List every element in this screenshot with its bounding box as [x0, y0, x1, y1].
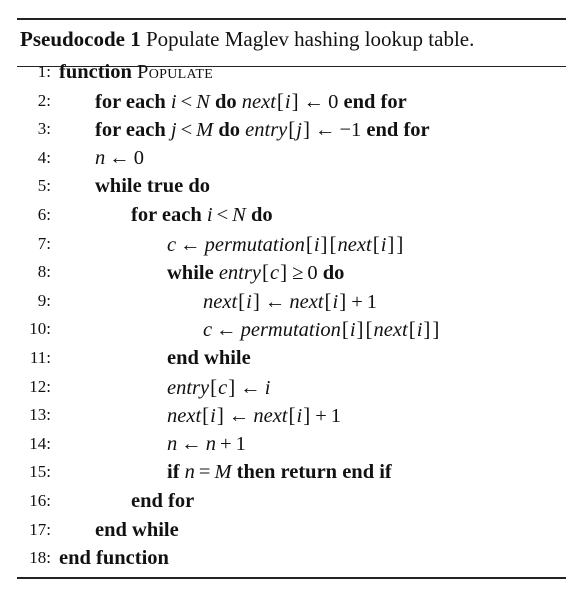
code-token: ←	[303, 90, 325, 113]
line-number: 18:	[29, 548, 51, 568]
code-token: entry	[167, 376, 210, 399]
code-token: for each	[131, 204, 202, 226]
code-token: ←	[228, 405, 250, 428]
code-token: [	[202, 403, 210, 428]
code-text	[95, 144, 144, 172]
code-token: 0	[307, 262, 318, 285]
code-text	[95, 172, 210, 200]
code-text	[167, 458, 392, 486]
code-token: ←	[264, 290, 286, 313]
code-token: M	[196, 119, 214, 142]
code-token: ]	[432, 317, 440, 342]
line-number: 16:	[29, 491, 51, 510]
code-token: n	[184, 461, 195, 484]
caption-label: Pseudocode 1	[20, 27, 141, 51]
code-token: [	[329, 231, 337, 256]
code-token: next	[253, 405, 288, 428]
line-number: 4:	[37, 147, 51, 167]
code-token: +	[220, 432, 232, 455]
code-token: permutation	[204, 233, 305, 256]
code-token: i	[349, 319, 356, 342]
code-token: ]	[396, 231, 404, 256]
code-token: n	[95, 146, 106, 169]
code-token: ←	[180, 233, 201, 256]
caption-text: Populate Maglev hashing lookup table.	[146, 27, 475, 51]
code-line	[17, 201, 566, 229]
code-token: i	[380, 233, 387, 256]
code-token: N	[196, 90, 210, 113]
code-token: next	[373, 319, 408, 342]
code-token: ]	[320, 231, 328, 256]
code-token: 0	[133, 146, 144, 169]
code-token: [	[238, 288, 246, 313]
bottom-rule	[17, 577, 566, 579]
code-token: <	[180, 90, 193, 113]
code-token: n	[167, 432, 178, 455]
code-token: n	[205, 432, 216, 455]
line-number: 12:	[29, 376, 51, 396]
code-token: for each	[95, 90, 166, 113]
code-token: i	[206, 204, 213, 226]
code-token: ]	[228, 374, 236, 399]
code-token: [	[324, 288, 332, 313]
code-text	[59, 58, 213, 86]
code-token: ←	[314, 119, 336, 142]
code-token: ]	[339, 288, 347, 313]
code-token: end for	[131, 490, 195, 512]
line-number: 17:	[29, 519, 51, 539]
code-token: ]	[252, 288, 260, 313]
code-line	[17, 172, 566, 200]
code-token: ]	[291, 88, 299, 113]
code-text	[167, 430, 246, 458]
line-number: 8:	[37, 262, 51, 282]
code-token: ]	[356, 317, 364, 342]
code-token: ]	[303, 403, 311, 428]
code-text	[203, 287, 377, 316]
code-line	[17, 401, 566, 429]
code-token: [	[341, 317, 349, 342]
code-token: i	[416, 319, 423, 342]
code-token: end function	[59, 547, 169, 570]
code-line	[17, 258, 566, 286]
code-token: i	[264, 376, 271, 399]
code-text	[131, 201, 273, 229]
code-token: c	[269, 262, 280, 285]
code-token: [	[288, 403, 296, 428]
code-line	[17, 458, 566, 486]
code-token: permutation	[240, 319, 341, 342]
line-number: 2:	[37, 90, 51, 110]
code-line	[17, 344, 566, 372]
code-token: function	[59, 61, 132, 83]
code-token: do	[218, 119, 241, 142]
code-token: ]	[423, 317, 431, 342]
code-token: Populate	[137, 61, 214, 83]
code-line	[17, 315, 566, 343]
code-token: entry	[245, 119, 288, 142]
code-line	[17, 487, 566, 515]
code-token: c	[167, 233, 177, 256]
code-line	[17, 373, 566, 401]
code-token: ]	[216, 403, 224, 428]
code-token: [	[372, 231, 380, 256]
code-text	[167, 258, 344, 287]
code-token: end while	[167, 347, 251, 369]
code-token: next	[337, 233, 372, 256]
line-number: 9:	[37, 290, 51, 310]
code-text	[59, 544, 169, 572]
code-token: M	[214, 461, 232, 484]
code-token: ≥	[292, 262, 304, 285]
code-token: +	[315, 405, 327, 428]
code-token: ]	[302, 117, 310, 142]
line-number: 3:	[37, 119, 51, 139]
code-line	[17, 115, 566, 143]
code-token: i	[313, 233, 320, 256]
code-token: [	[365, 317, 373, 342]
code-line	[17, 544, 566, 572]
top-rule	[17, 18, 566, 20]
code-text	[167, 373, 270, 402]
code-token: [	[276, 88, 284, 113]
code-token: <	[216, 204, 229, 226]
code-token: entry	[218, 262, 261, 285]
code-token: ←	[181, 432, 202, 455]
code-token: i	[332, 290, 339, 313]
code-token: [	[305, 231, 313, 256]
line-number: 14:	[29, 433, 51, 453]
code-line	[17, 144, 566, 172]
code-token: next	[241, 90, 276, 113]
code-token: [	[210, 374, 218, 399]
line-number: 6:	[37, 205, 51, 224]
code-token: while	[167, 262, 214, 285]
line-number: 1:	[37, 62, 51, 81]
code-token: ←	[109, 146, 130, 169]
code-text	[167, 401, 341, 430]
code-token: [	[408, 317, 416, 342]
code-token: next	[289, 290, 324, 313]
code-token: i	[284, 90, 291, 113]
code-token: end while	[95, 518, 179, 541]
code-token: ]	[280, 260, 288, 285]
code-token: ]	[387, 231, 395, 256]
line-number: 13:	[29, 405, 51, 425]
code-token: c	[203, 319, 213, 342]
code-token: j	[170, 119, 177, 142]
code-token: 1	[330, 405, 342, 428]
code-text	[95, 87, 407, 116]
code-token: i	[210, 405, 216, 428]
code-token: j	[296, 119, 302, 142]
line-number: 7:	[37, 233, 51, 253]
code-token: <	[180, 119, 193, 142]
code-token: c	[218, 376, 228, 399]
code-token: i	[170, 90, 177, 113]
code-text	[203, 315, 440, 344]
code-token: do	[214, 90, 237, 113]
code-token: N	[232, 204, 246, 226]
code-token: for each	[95, 119, 166, 142]
code-token: next	[167, 405, 202, 428]
code-line	[17, 287, 566, 315]
algorithm-caption	[20, 27, 474, 52]
code-line	[17, 87, 566, 115]
code-token: −1	[339, 119, 362, 142]
code-token: ←	[240, 376, 261, 399]
code-token: =	[198, 461, 211, 484]
code-line	[17, 516, 566, 544]
code-text	[131, 487, 194, 515]
code-token: ←	[216, 319, 237, 342]
code-token: do	[250, 204, 273, 226]
code-text	[167, 230, 404, 259]
code-text	[95, 516, 179, 544]
code-line	[17, 430, 566, 458]
code-token: do	[322, 262, 345, 285]
line-number: 5:	[37, 176, 51, 196]
code-text	[95, 115, 430, 144]
code-line	[17, 230, 566, 258]
line-number: 10:	[29, 319, 51, 339]
code-token: +	[351, 290, 363, 313]
code-token: while true do	[95, 175, 211, 198]
code-token: 1	[366, 290, 378, 313]
code-text	[167, 344, 251, 372]
code-line	[17, 58, 566, 86]
code-token: i	[246, 290, 252, 313]
code-token: end for	[343, 90, 407, 113]
code-token: i	[296, 405, 303, 428]
code-token: 0	[328, 90, 339, 113]
code-token: [	[288, 117, 296, 142]
code-token: end for	[366, 119, 430, 142]
line-number: 15:	[29, 462, 51, 482]
code-token: next	[203, 290, 238, 313]
code-token: then return end if	[236, 461, 392, 484]
line-number: 11:	[29, 348, 51, 367]
code-token: 1	[235, 432, 246, 455]
code-token: [	[261, 260, 269, 285]
code-token: if	[167, 461, 180, 484]
